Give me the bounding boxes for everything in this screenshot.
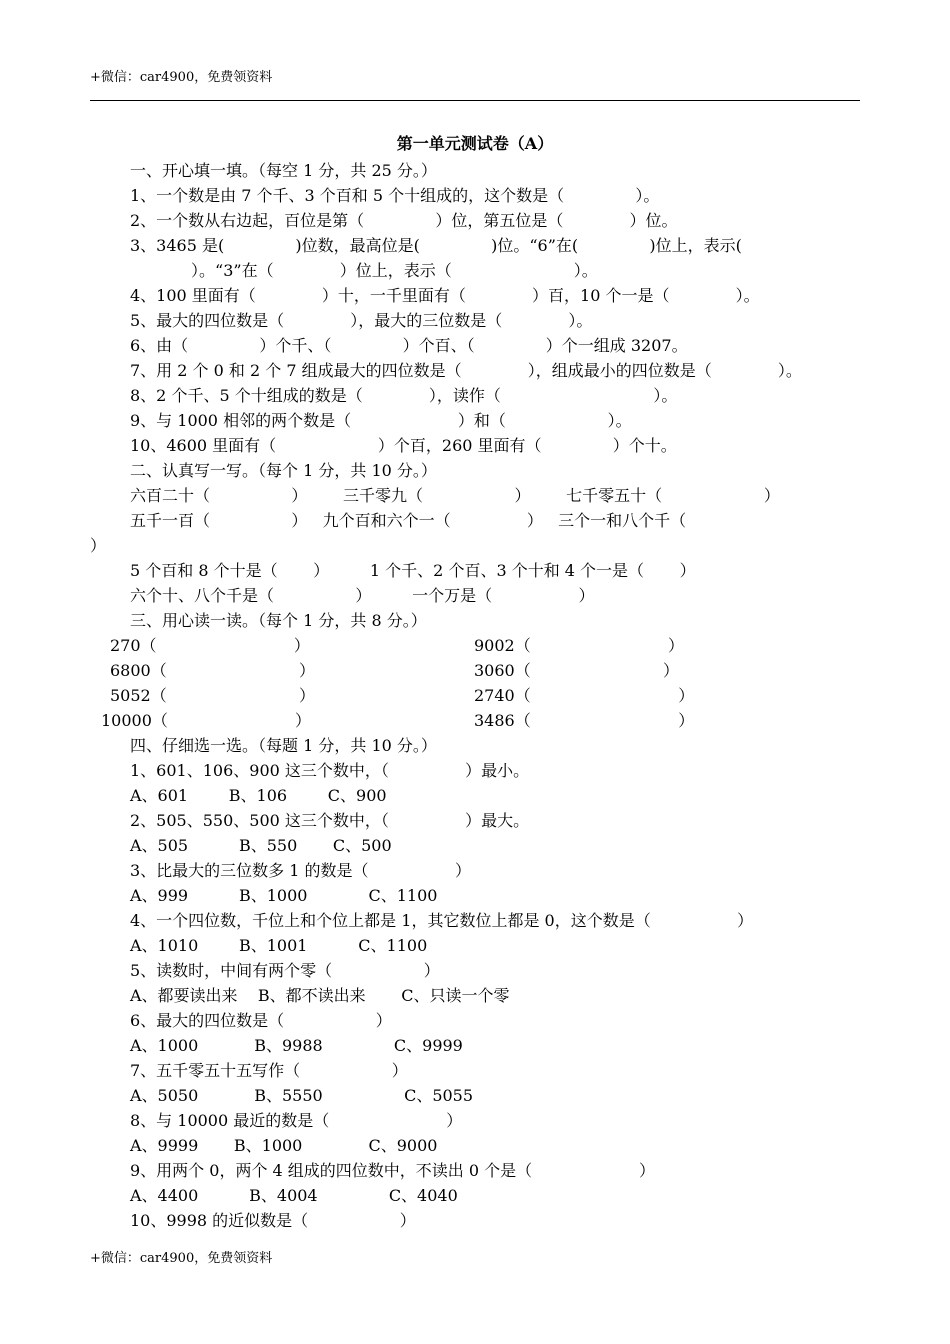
worksheet-line: 10、4600 里面有（ ）个百，260 里面有（ ）个十。	[130, 436, 677, 455]
worksheet-line: 5 个百和 8 个十是（ ） 1 个千、2 个百、3 个十和 4 个一是（ ）	[130, 561, 696, 580]
worksheet-line: A、505 B、550 C、500	[130, 836, 392, 855]
worksheet-line: 1、601、106、900 这三个数中，（ ）最小。	[130, 761, 530, 780]
worksheet-line: 3060（ ）	[474, 661, 679, 680]
worksheet-line: 4、一个四位数，千位上和个位上都是 1，其它数位上都是 0，这个数是（ ）	[130, 911, 754, 930]
header-rule	[90, 100, 860, 101]
worksheet-line: A、1010 B、1001 C、1100	[130, 936, 428, 955]
worksheet-line: 2、505、550、500 这三个数中，（ ）最大。	[130, 811, 530, 830]
worksheet-line: 8、与 10000 最近的数是（ ）	[130, 1111, 463, 1130]
page-header-text: +微信：car4900，免费领资料	[90, 70, 273, 85]
worksheet-line: 9、与 1000 相邻的两个数是（ ）和（ ）。	[130, 411, 632, 430]
worksheet-line: 2、一个数从右边起，百位是第（ ）位，第五位是（ ）位。	[130, 211, 678, 230]
worksheet-line: 270（ ）	[110, 636, 310, 655]
worksheet-line: 6、由（ ）个千、（ ）个百、（ ）个一组成 3207。	[130, 336, 688, 355]
worksheet-line: 三、用心读一读。（每个 1 分，共 8 分。）	[130, 611, 427, 630]
worksheet-line: A、5050 B、5550 C、5055	[130, 1086, 474, 1105]
worksheet-line: 二、认真写一写。（每个 1 分，共 10 分。）	[130, 461, 437, 480]
worksheet-line: 5052（ ）	[110, 686, 315, 705]
worksheet-line: 5、读数时，中间有两个零（ ）	[130, 961, 440, 980]
worksheet-line: 3、3465 是( )位数，最高位是( )位。“6”在( )位上，表示(	[130, 236, 742, 255]
page-title: 第一单元测试卷（A）	[396, 134, 554, 153]
worksheet-line: A、都要读出来 B、都不读出来 C、只读一个零	[130, 986, 510, 1005]
worksheet-line: 3、比最大的三位数多 1 的数是（ ）	[130, 861, 471, 880]
worksheet-line: 5、最大的四位数是（ ），最大的三位数是（ ）。	[130, 311, 593, 330]
worksheet-line: 9002（ ）	[474, 636, 685, 655]
worksheet-line: 四、仔细选一选。（每题 1 分，共 10 分。）	[130, 736, 437, 755]
page-footer-text: +微信：car4900，免费领资料	[90, 1251, 273, 1266]
worksheet-line: 6800（ ）	[110, 661, 315, 680]
worksheet-line: A、1000 B、9988 C、9999	[130, 1036, 463, 1055]
worksheet-line: 3486（ ）	[474, 711, 695, 730]
worksheet-line: 10000（ ）	[101, 711, 312, 730]
worksheet-line: A、9999 B、1000 C、9000	[130, 1136, 438, 1155]
worksheet-line: 2740（ ）	[474, 686, 695, 705]
worksheet-line: 五千一百（ ） 九个百和六个一（ ） 三个一和八个千（	[130, 511, 687, 530]
worksheet-line: 6、最大的四位数是（ ）	[130, 1011, 392, 1030]
worksheet-line: 7、用 2 个 0 和 2 个 7 组成最大的四位数是（ ），组成最小的四位数是（ ）。	[130, 361, 802, 380]
worksheet-line: A、999 B、1000 C、1100	[130, 886, 438, 905]
worksheet-line: 10、9998 的近似数是（ ）	[130, 1211, 416, 1230]
worksheet-line: 4、100 里面有（ ）十，一千里面有（ ）百，10 个一是（ ）。	[130, 286, 760, 305]
worksheet-line: 1、一个数是由 7 个千、3 个百和 5 个十组成的，这个数是（ ）。	[130, 186, 660, 205]
worksheet-line: 六个十、八个千是（ ） 一个万是（ ）	[130, 586, 595, 605]
worksheet-line: ）。“3”在（ ）位上，表示（ ）。	[130, 261, 598, 280]
worksheet-line: 一、开心填一填。（每空 1 分，共 25 分。）	[130, 161, 437, 180]
worksheet-line: A、4400 B、4004 C、4040	[130, 1186, 458, 1205]
worksheet-line: 六百二十（ ） 三千零九（ ） 七千零五十（ ）	[130, 486, 780, 505]
worksheet-line: A、601 B、106 C、900	[130, 786, 387, 805]
worksheet-line: 8、2 个千、5 个十组成的数是（ ），读作（ ）。	[130, 386, 678, 405]
worksheet-line: 9、用两个 0，两个 4 组成的四位数中，不读出 0 个是（ ）	[130, 1161, 655, 1180]
worksheet-line: 7、五千零五十五写作（ ）	[130, 1061, 408, 1080]
worksheet-line: ）	[90, 536, 107, 555]
